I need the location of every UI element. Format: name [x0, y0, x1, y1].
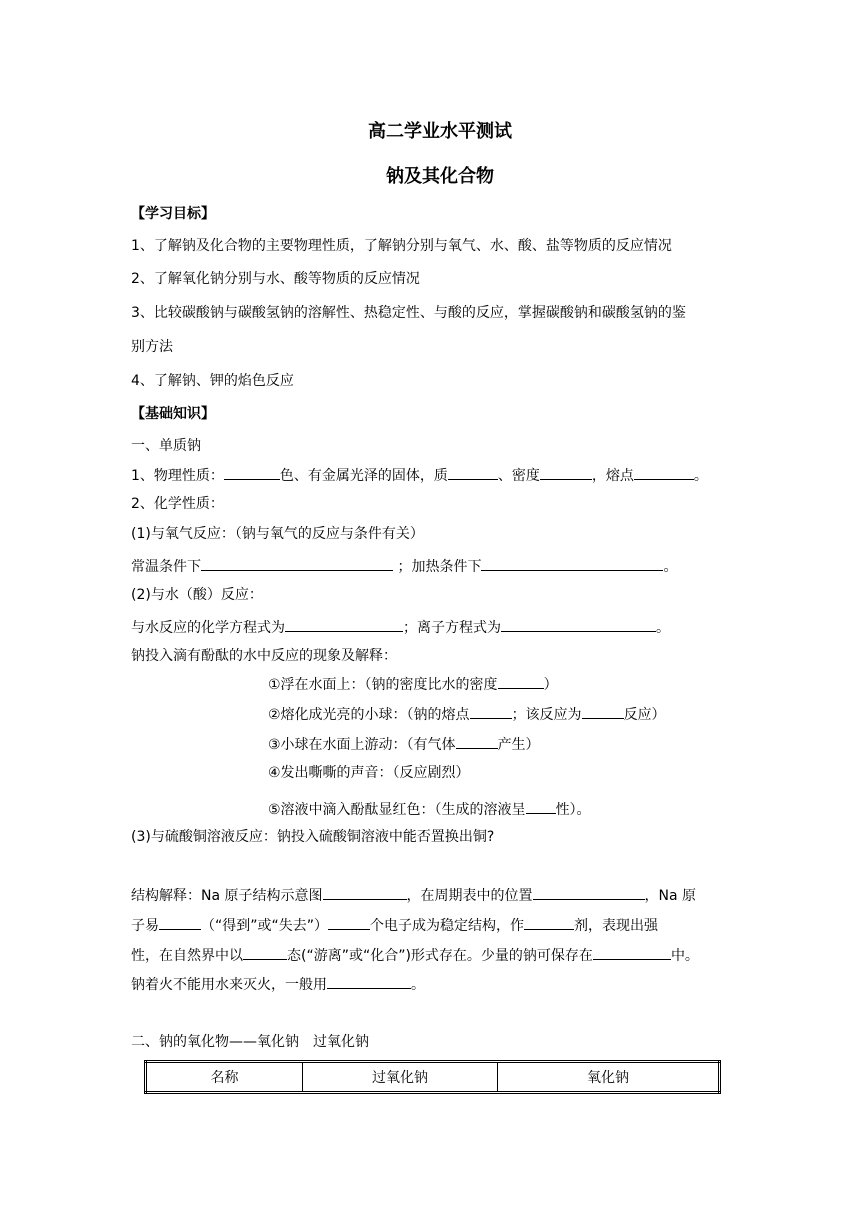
- text: ⑤溶液中滴入酚酞显红色：（生成的溶液呈: [268, 802, 526, 818]
- water-equation-line: [131, 616, 670, 638]
- text: 。: [411, 977, 425, 993]
- oxides-table: [144, 1060, 721, 1094]
- oxygen-conditions-line: [131, 555, 677, 577]
- objective-1: 1、了解钠及化合物的主要物理性质，了解钠分别与氧气、水、酸、盐等物质的反应情况: [131, 238, 672, 254]
- text: ；加热条件下: [393, 559, 482, 575]
- phenomenon-3: [268, 733, 540, 755]
- structure-line-3: [131, 944, 699, 966]
- blank-extinguish: [327, 973, 411, 989]
- blank-hardness: [448, 464, 498, 480]
- objective-3: 3、比较碳酸钠与碳酸氢钠的溶解性、热稳定性、与酸的反应，掌握碳酸钠和碳酸氢钠的鉴: [131, 305, 686, 321]
- objectives-heading: 【学习目标】: [131, 206, 215, 222]
- section-2-heading: 二、钠的氧化物——氧化钠 过氧化钠: [131, 1034, 369, 1050]
- text: ，在周期表中的位置: [406, 888, 533, 904]
- section-1-heading: 一、单质钠: [131, 438, 201, 454]
- blank-ionic-equation: [501, 616, 656, 632]
- blank-chemical-equation: [285, 616, 403, 632]
- doc-title: 高二学业水平测试: [368, 121, 512, 142]
- text: 钠着火不能用水来灭火，一般用: [131, 977, 327, 993]
- objective-4: 4、了解钠、钾的焰色反应: [131, 373, 294, 389]
- blank-reaction-type: [582, 703, 624, 719]
- text: 常温条件下: [131, 559, 201, 575]
- text: 反应）: [623, 707, 666, 723]
- blank-melting: [634, 464, 694, 480]
- header-oxide: 氧化钠: [498, 1062, 720, 1093]
- text: （“得到”或“失去”）: [201, 918, 329, 934]
- text: 产生）: [497, 737, 540, 753]
- blank-electron-count: [328, 914, 370, 930]
- text: 剂，表现出强: [574, 918, 659, 934]
- text: ；离子方程式为: [403, 620, 501, 636]
- phenomenon-4: ④发出嘶嘶的声音：（反应剧烈）: [268, 765, 470, 781]
- blank-room-temp: [201, 555, 393, 571]
- text: ）: [543, 677, 558, 693]
- chemical-properties: 2、化学性质：: [131, 496, 224, 512]
- structure-line-1: [131, 884, 696, 906]
- blank-gain-lose: [159, 914, 201, 930]
- blank-atomic-diagram: [323, 884, 407, 900]
- text: 1、物理性质：: [131, 468, 224, 484]
- text: 性）。: [555, 802, 591, 818]
- text: 与水反应的化学方程式为: [131, 620, 285, 636]
- cuso4-reaction: (3)与硫酸铜溶液反应：钠投入硫酸铜溶液中能否置换出铜?: [131, 829, 495, 845]
- blank-agent: [524, 914, 574, 930]
- objective-3-cont: 别方法: [131, 339, 173, 355]
- basics-heading: 【基础知识】: [131, 406, 215, 422]
- text: 色、有金属光泽的固体，质: [279, 468, 448, 484]
- text: 子易: [131, 918, 159, 934]
- text: ①浮在水面上：（钠的密度比水的密度: [268, 677, 498, 693]
- header-peroxide: 过氧化钠: [303, 1062, 498, 1093]
- structure-line-2: [131, 914, 658, 936]
- doc-subtitle: 钠及其化合物: [386, 166, 494, 187]
- text: 。: [663, 559, 678, 575]
- text: 。: [656, 620, 670, 636]
- phenomenon-1: [268, 673, 558, 695]
- text: ，熔点: [591, 468, 634, 484]
- blank-heating: [481, 555, 663, 571]
- phenomena-intro: 钠投入滴有酚酞的水中反应的现象及解释：: [131, 648, 397, 664]
- text: ，Na 原: [644, 888, 697, 904]
- objective-2: 2、了解氧化钠分别与水、酸等物质的反应情况: [131, 271, 420, 287]
- text: 。: [693, 468, 708, 484]
- table-header-row: [146, 1062, 720, 1093]
- blank-gas: [456, 733, 498, 749]
- text: ③小球在水面上游动：（有气体: [268, 737, 456, 753]
- text: 态(“游离”或“化合”)形式存在。少量的钠可保存在: [287, 948, 593, 964]
- blank-storage: [593, 944, 671, 960]
- blank-state: [243, 944, 287, 960]
- blank-periodic-position: [533, 884, 645, 900]
- oxygen-reaction: (1)与氧气反应：（钠与氧气的反应与条件有关）: [131, 526, 424, 542]
- text: 个电子成为稳定结构，作: [370, 918, 525, 934]
- physical-properties-line: [131, 464, 708, 486]
- text: ；该反应为: [511, 707, 582, 723]
- blank-density-compare: [498, 673, 544, 689]
- text: 性，在自然界中以: [131, 948, 243, 964]
- structure-line-4: [131, 973, 425, 995]
- water-reaction: (2)与水（酸）反应：: [131, 587, 263, 603]
- phenomenon-2: [268, 703, 666, 725]
- text: ②熔化成光亮的小球：（钠的熔点: [268, 707, 470, 723]
- text: 、密度: [497, 468, 540, 484]
- phenomenon-5: [268, 798, 591, 820]
- header-name: 名称: [146, 1062, 303, 1093]
- text: 结构解释：Na 原子结构示意图: [131, 888, 323, 904]
- blank-density: [540, 464, 592, 480]
- blank-color: [224, 464, 280, 480]
- text: 中。: [670, 948, 699, 964]
- blank-solution-nature: [526, 798, 556, 814]
- blank-melting-point: [470, 703, 512, 719]
